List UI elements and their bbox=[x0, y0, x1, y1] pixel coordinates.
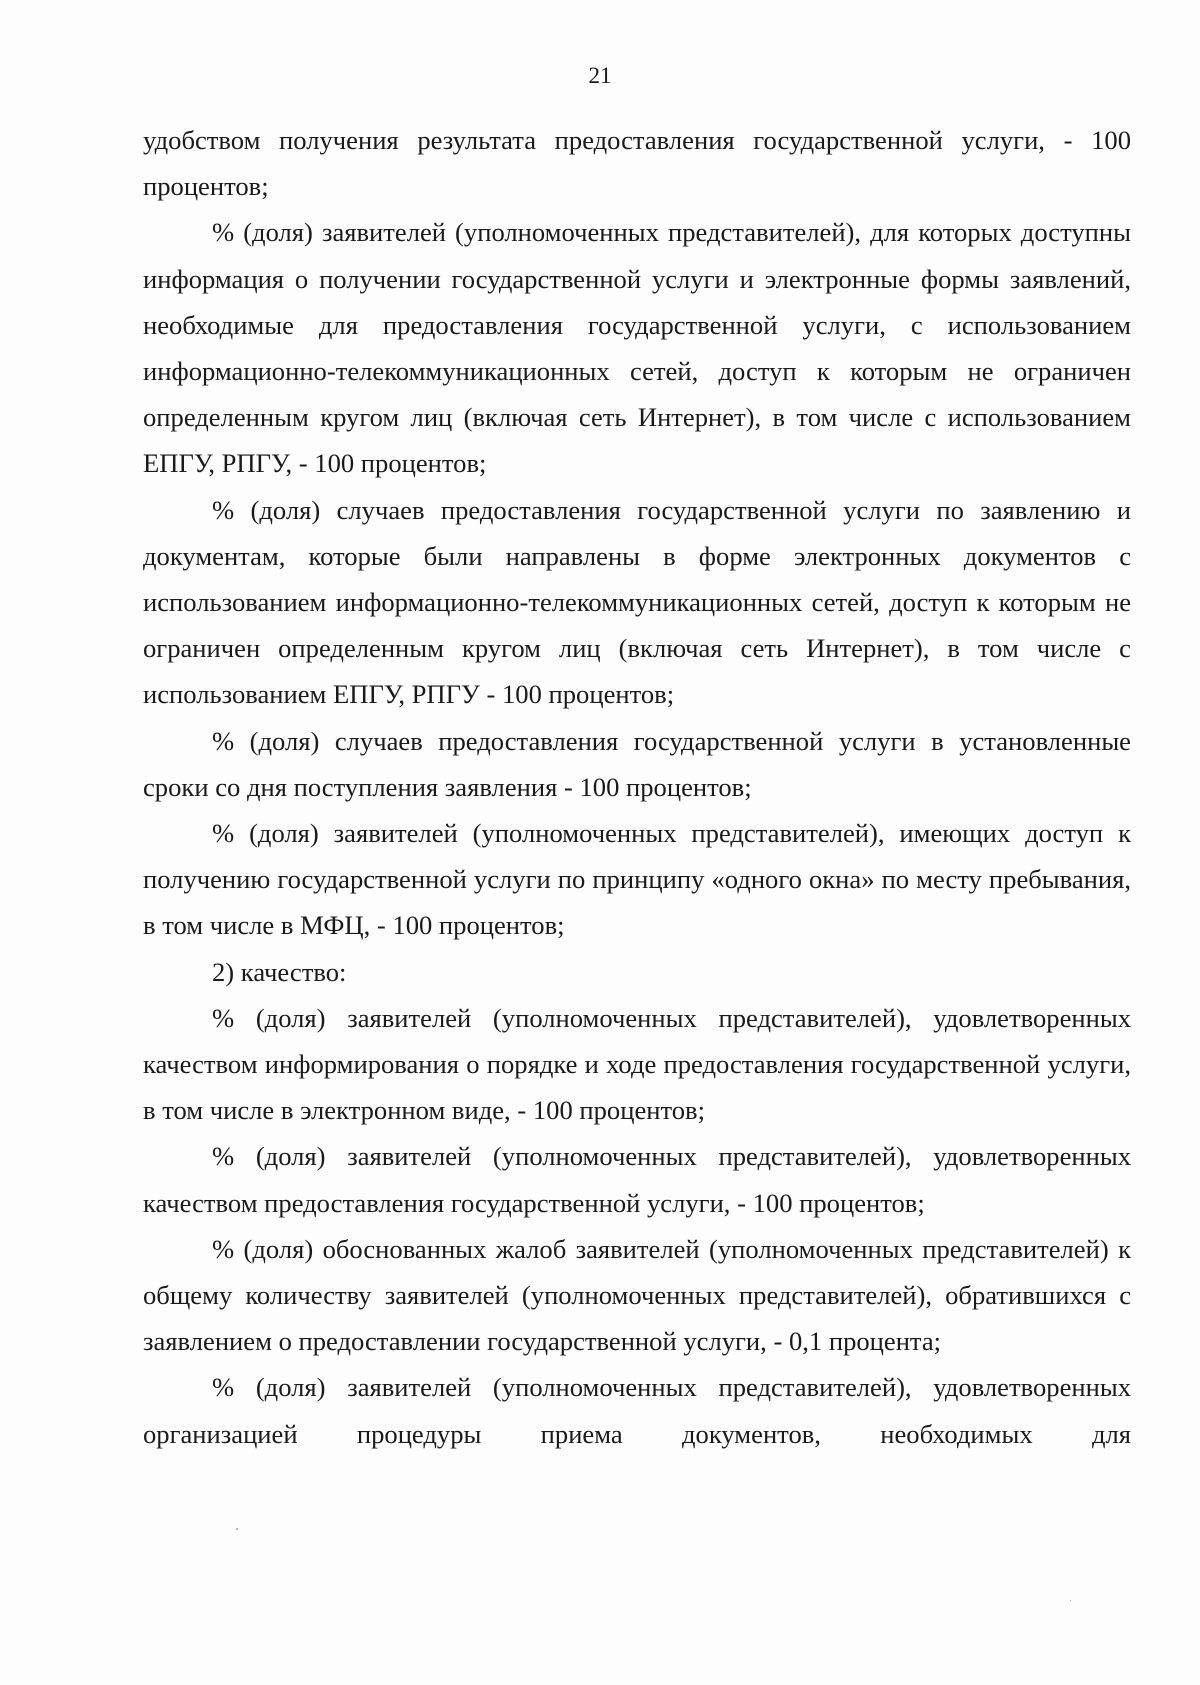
page-number: 21 bbox=[588, 63, 612, 88]
paragraph-one-window: % (доля) заявителей (уполномоченных представителей), имеющих доступ к получению государственной услуги по принципу «одного окна» по месту пребывания, в том числе в МФЦ, - 100 процентов; bbox=[143, 818, 1131, 941]
document-body bbox=[143, 117, 1131, 1457]
scan-speck bbox=[1070, 1600, 1071, 1601]
paragraph-electronic-submission: % (доля) случаев предоставления государственной услуги по заявлению и документам, которые были направлены в форме электронных документов с использованием информационно-телекоммуникационных сетей, доступ к которым не ограничен определенным кругом лиц (включая сеть Интернет), в том числе с использованием ЕПГУ, РПГУ - 100 процентов; bbox=[143, 494, 1131, 710]
paragraph-quality-heading: 2) качество: bbox=[212, 956, 347, 987]
paragraph-convenience-result: удобством получения результата предоставления государственной услуги, - 100 процентов; bbox=[143, 125, 1131, 202]
paragraph-service-quality: % (доля) заявителей (уполномоченных представителей), удовлетворенных качеством предоставления государственной услуги, - 100 процентов; bbox=[143, 1141, 1131, 1218]
paragraph-document-reception: % (доля) заявителей (уполномоченных представителей), удовлетворенных организацией процедуры приема документов, необходимых для bbox=[143, 1372, 1131, 1449]
paragraph-info-availability: % (доля) заявителей (уполномоченных представителей), для которых доступны информация о получении государственной услуги и электронные формы заявлений, необходимые для предоставления государственной услуги, с использованием информационно-телекоммуникационных сетей, доступ к которым не ограничен определенным кругом лиц (включая сеть Интернет), в том числе с использованием ЕПГУ, РПГУ, - 100 процентов; bbox=[143, 217, 1131, 479]
scan-speck bbox=[236, 1528, 238, 1530]
paragraph-complaints: % (доля) обоснованных жалоб заявителей (уполномоченных представителей) к общему количеству заявителей (уполномоченных представителей), обратившихся с заявлением о предоставлении государственной услуги, - 0,1 процента; bbox=[143, 1233, 1131, 1357]
paragraph-informing-quality: % (доля) заявителей (уполномоченных представителей), удовлетворенных качеством информирования о порядке и ходе предоставления государственной услуги, в том числе в электронном виде, - 100 процентов; bbox=[143, 1002, 1131, 1126]
paragraph-deadlines: % (доля) случаев предоставления государственной услуги в установленные сроки со дня поступления заявления - 100 процентов; bbox=[143, 725, 1131, 802]
